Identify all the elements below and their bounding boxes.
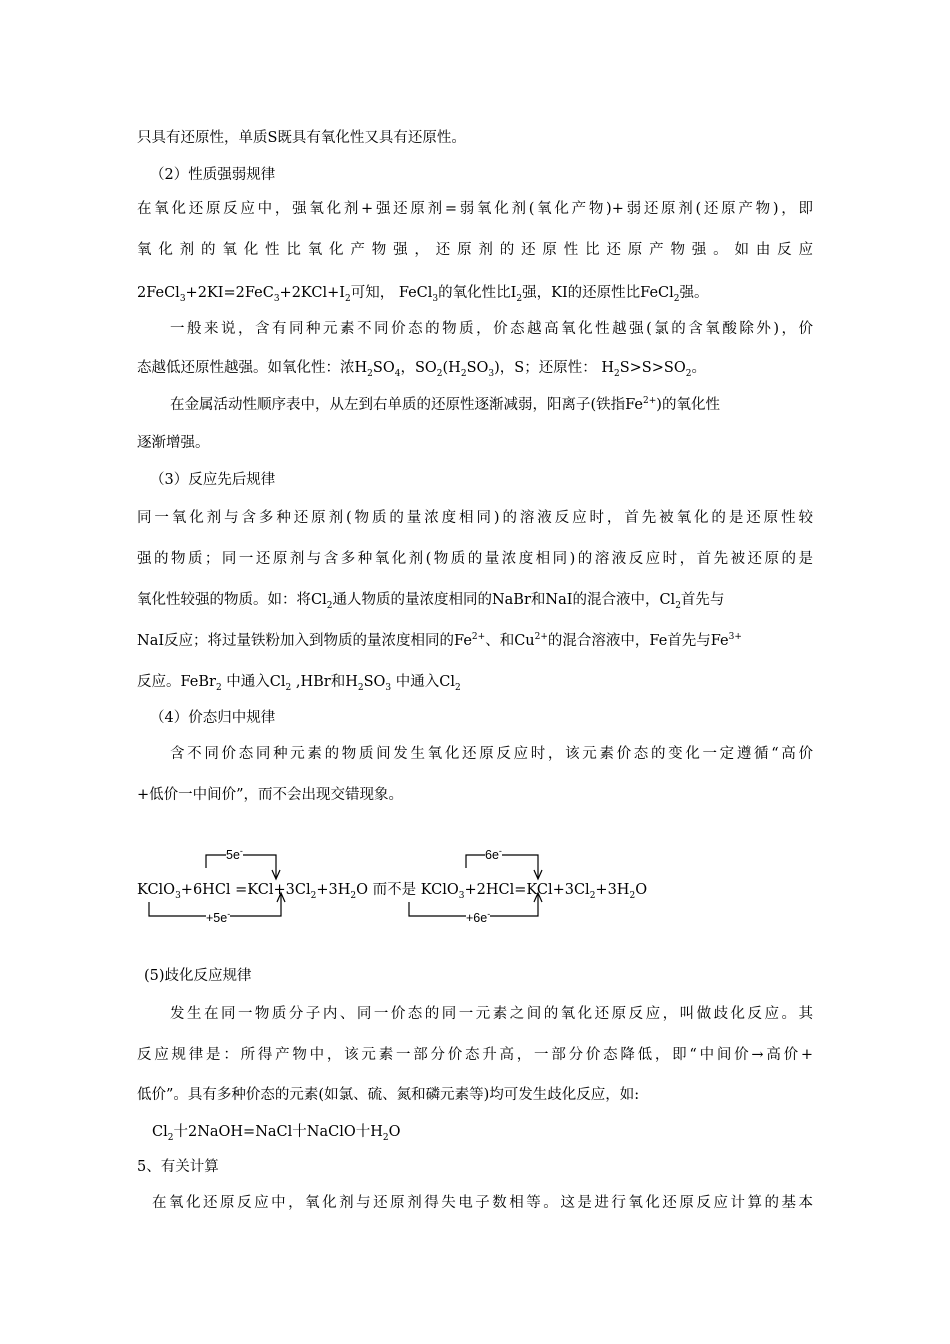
paragraph-line: 强的物质；同一还原剂与含多种氧化剂(物质的量浓度相同)的溶液反应时，首先被还原的是	[137, 551, 813, 567]
paragraph-line: 逐渐增强。	[137, 435, 210, 451]
electron-label: +6e-	[466, 908, 490, 928]
section-heading: （4）价态归中规律	[150, 710, 276, 726]
paragraph-line: 反应规律是：所得产物中，该元素一部分价态升高，一部分价态降低，即“中间价→高价+	[137, 1047, 813, 1063]
paragraph-line: 氧化性较强的物质。如：将$Cl_2$通人物质的量浓度相同的NaBr和NaI的混合液中，$Cl_2$首先与	[137, 592, 725, 611]
electron-label: 5e-	[226, 845, 243, 865]
paragraph-line: 态越低还原性越强。如氧化性：浓$H_2SO_4$，$SO_2(H_2SO_3)$，S；还原性： $H_2S>S>SO_2$。	[137, 360, 706, 379]
paragraph-line: 低价”。具有多种价态的元素(如氯、硫、氮和磷元素等)均可发生歧化反应，如:	[137, 1087, 640, 1103]
section-heading: (5)歧化反应规律	[144, 968, 252, 984]
paragraph-line: NaI反应；将过量铁粉加入到物质的量浓度相同的$Fe^{2+}$、和$Cu^{2+}$的混合溶液中，Fe首先与$Fe^{3+}$	[137, 632, 742, 649]
paragraph-line: 发生在同一物质分子内、同一价态的同一元素之间的氧化还原反应，叫做歧化反应。其	[170, 1006, 813, 1022]
paragraph-line: 氧化剂的氧化性比氧化产物强，还原剂的还原性比还原产物强。如由反应	[137, 242, 813, 258]
section-heading: （3）反应先后规律	[150, 472, 276, 488]
paragraph-line: 只具有还原性，单质S既具有氧化性又具有还原性。	[137, 130, 466, 146]
paragraph-line: 一般来说，含有同种元素不同价态的物质，价态越高氧化性越强(氯的含氧酸除外)，价	[170, 321, 813, 337]
paragraph-line: +低价一中间价”，而不会出现交错现象。	[137, 787, 404, 803]
paragraph-line: $2FeCl_3+2KI=2FeC_3+2KCl+I_2$可知， FeCl$_3$的氧化性比$I_2$强，KI的还原性比FeCl$_2$强。	[137, 285, 709, 304]
paragraph-line: 在氧化还原反应中，氧化剂与还原剂得失电子数相等。这是进行氧化还原反应计算的基本	[152, 1195, 813, 1211]
section-heading: 5、有关计算	[137, 1159, 219, 1175]
paragraph-line: 同一氧化剂与含多种还原剂(物质的量浓度相同)的溶液反应时，首先被氧化的是还原性较	[137, 510, 813, 526]
paragraph-line: 在金属活动性顺序表中，从左到右单质的还原性逐渐减弱，阳离子(铁指$Fe^{2+}$)的氧化性	[170, 396, 720, 413]
paragraph-line: 在氧化还原反应中，强氧化剂+强还原剂=弱氧化剂(氧化产物)+弱还原剂(还原产物)，即	[137, 201, 813, 217]
paragraph-line: 反应。FeBr$_2$ 中通入$Cl_2$ ,HBr和$H_2SO_3$ 中通入$Cl_2$	[137, 674, 461, 693]
section-heading: （2）性质强弱规律	[150, 167, 276, 183]
electron-label: +5e-	[206, 908, 230, 928]
electron-label: 6e-	[485, 845, 502, 865]
equation-line: $Cl_2$十2NaOH=NaCl十NaClO十$H_2O$	[152, 1124, 401, 1143]
paragraph-line: 含不同价态同种元素的物质间发生氧化还原反应时，该元素价态的变化一定遵循“高价	[170, 746, 813, 762]
equation-line: KClO$_3$+6HCl $=KCl+3Cl_2+3H_2O$ 而不是 $KClO_3+2HCl=KCl+3Cl_2+3H_2O$	[137, 882, 648, 901]
